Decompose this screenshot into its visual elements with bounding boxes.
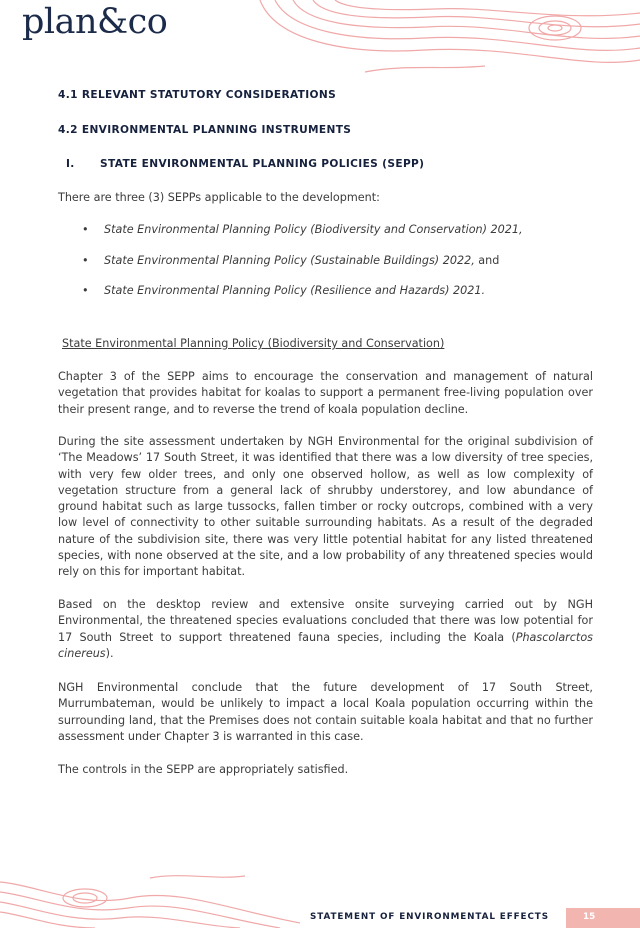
subsection-heading-sepp <box>66 158 424 170</box>
bullet-suffix: and <box>474 254 500 267</box>
bullet-item <box>82 254 499 267</box>
bullet-text: State Environmental Planning Policy (Biodiversity and Conservation) 2021, <box>104 223 523 236</box>
company-logo: plan&co <box>22 2 168 42</box>
page-number-box <box>566 908 640 928</box>
paragraph-desktop-review <box>58 597 593 662</box>
paragraph-conclusion: NGH Environmental conclude that the future development of 17 South Street, Murrumbateman, would be unlikely to impact a local Koala population occurring within the surrounding land, that the Premises does not contain suitable koala habitat and that no further assessment under Chapter 3 is warranted in this case. <box>58 681 593 743</box>
paragraph-text: Based on the desktop review and extensive onsite surveying carried out by NGH Environmental, the threatened species evaluations concluded that there was low potential for 17 South Street to support threatened fauna species, including the Koala ( <box>58 598 593 644</box>
bullet-marker: • <box>82 223 89 236</box>
topographic-pattern-bottom <box>0 868 300 928</box>
section-heading-4-1: 4.1 RELEVANT STATUTORY CONSIDERATIONS <box>58 89 337 101</box>
bullet-text: State Environmental Planning Policy (Resilience and Hazards) 2021. <box>104 284 486 297</box>
bullet-item <box>82 284 485 297</box>
paragraph-controls: The controls in the SEPP are appropriately satisfied. <box>58 763 349 776</box>
page-number: 15 <box>583 912 596 922</box>
bullet-item <box>82 223 523 236</box>
topographic-pattern-top <box>255 0 640 80</box>
bullet-marker: • <box>82 284 89 297</box>
bullet-marker: • <box>82 254 89 267</box>
subsection-title: STATE ENVIRONMENTAL PLANNING POLICIES (SEPP) <box>100 158 425 170</box>
paragraph-site-assessment: During the site assessment undertaken by NGH Environmental for the original subdivision of ‘The Meadows’ 17 South Street, it was identified that there was a low diversity of tree species, with very few older trees, and only one observed hollow, as well as low complexity of vegetation structure from a general lack of shrubby understorey, and low abundance of ground habitat such as large tussocks, fallen timber or rocky outcrops, combined with a very low level of connectivity to other suitable surrounding habitats. As a result of the degraded nature of the subdivision site, there was very little potential habitat for any listed threatened species, with none observed at the site, and a low probability of any threatened species would rely on this for important habitat. <box>58 435 593 579</box>
subsection-number: I. <box>66 158 75 170</box>
section-heading-4-2: 4.2 ENVIRONMENTAL PLANNING INSTRUMENTS <box>58 124 352 136</box>
species-name: Phascolarctos cinereus <box>58 630 593 660</box>
biodiversity-section-title: State Environmental Planning Policy (Biodiversity and Conservation) <box>62 337 445 350</box>
paragraph-chapter-3: Chapter 3 of the SEPP aims to encourage the conservation and management of natural vegetation that provides habitat for koalas to support a permanent free-living population over their present range, and to reverse the trend of koala population decline. <box>58 370 593 416</box>
paragraph-text-end: ). <box>105 646 114 660</box>
footer-document-title: STATEMENT OF ENVIRONMENTAL EFFECTS <box>310 912 549 922</box>
bullet-text: State Environmental Planning Policy (Sustainable Buildings) 2022, <box>104 254 475 267</box>
intro-text: There are three (3) SEPPs applicable to the development: <box>58 191 380 204</box>
